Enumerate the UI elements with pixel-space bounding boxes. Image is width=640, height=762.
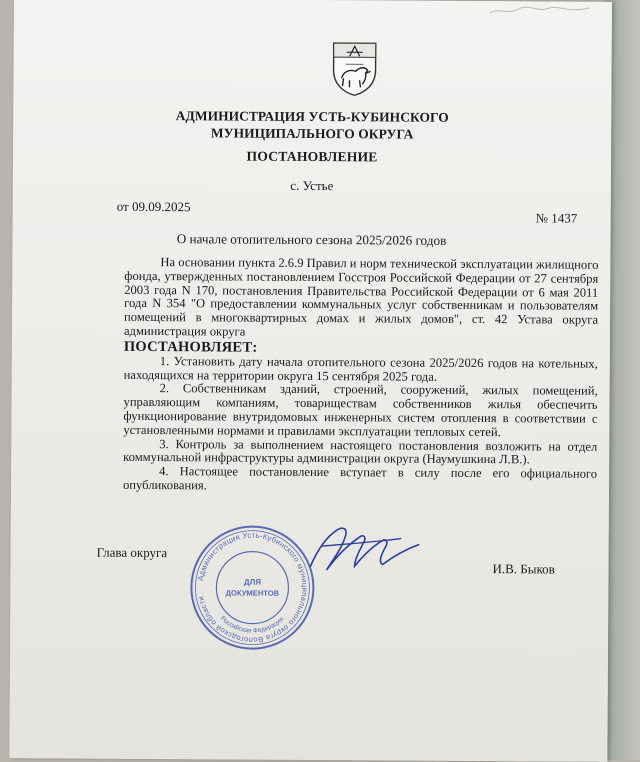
stamp-inner-line-2: ДОКУМЕНТОВ (225, 588, 280, 598)
signatory-name: И.В. Быков (492, 561, 555, 577)
resolution-item-3: 3. Контроль за выполнением настоящего постановления возложить на отдел коммунальной инфраструктуры администрации округа (Наумушкина Л.В.). (123, 436, 598, 467)
signatory-position: Глава округа (96, 544, 168, 561)
organization-name-line-1: АДМИНИСТРАЦИЯ УСТЬ-КУБИНСКОГО (175, 108, 449, 125)
organization-name-line-2: МУНИЦИПАЛЬНОГО ОКРУГА (210, 125, 414, 142)
official-stamp (186, 521, 319, 654)
handwritten-signature (302, 516, 428, 583)
resolution-item-4: 4. Настоящее постановление вступает в силу после его официального опубликования. (122, 464, 598, 493)
document-place: с. Устье (290, 177, 334, 194)
document-type: ПОСТАНОВЛЕНИЕ (246, 148, 378, 165)
document-body (123, 256, 598, 496)
resolution-item-2: 2. Собственникам зданий, строений, сооружений, жилых помещений, управляющим компаниям, товариществам собственников жилья обеспечить функционирование внутридомовых инженерных систем отопления в соответствии с установленными нормами и правилами эксплуатации тепловых сетей. (123, 381, 598, 439)
document-number: № 1437 (535, 210, 578, 226)
resolves-heading: ПОСТАНОВЛЯЕТ: (123, 338, 258, 356)
document-subject: О начале отопительного сезона 2025/2026 годов (176, 231, 447, 248)
organization-name (13, 106, 611, 144)
preamble-paragraph: На основании пункта 2.6.9 Правил и норм технической эксплуатации жилищного фонда, утвержденных постановлением Госстроя Российской Федерации от 27 сентября 2003 года N 170, постановления Правительства Российской Федерации от 6 мая 2011 года N 354 "О предоставлении коммунальных услуг собственникам и пользователям помещений в многоквартирных домах и жилых домов", ст. 42 Устава округа администрация округа (123, 255, 599, 339)
document-date: от 09.09.2025 (116, 198, 191, 215)
stamp-inner-line-1: ДЛЯ (243, 577, 262, 587)
stamp-bottom-text: Российская Федерация (218, 615, 286, 635)
coat-of-arms-emblem (329, 40, 379, 96)
resolution-item-1: 1. Установить дату начала отопительного сезона 2025/2026 годов на котельных, находящихся на территории округа 15 сентября 2025 года. (123, 353, 598, 384)
document-page (9, 0, 612, 762)
stamp-outer-text: Администрация Усть-Кубинского муниципального округа Вологодской области (195, 530, 310, 645)
pencil-note-scribble (486, 3, 596, 18)
